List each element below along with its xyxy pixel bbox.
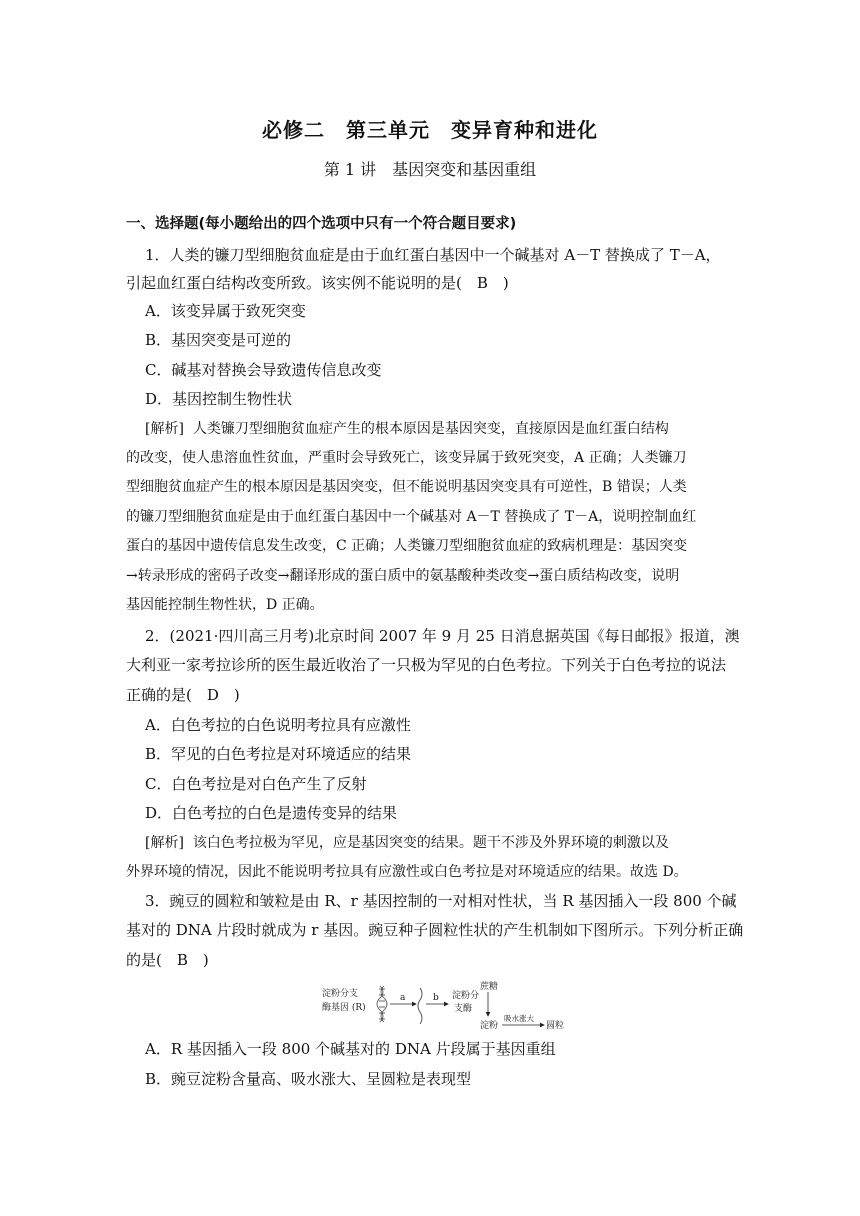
q3-stem-line3: 的是( B ) bbox=[126, 951, 209, 969]
arrow-a-label: a bbox=[400, 993, 406, 1003]
mrna-icon bbox=[418, 988, 422, 1024]
q2-option-b: B．罕见的白色考拉是对环境适应的结果 bbox=[145, 745, 412, 763]
q1-analysis-line6: →转录形成的密码子改变→翻译形成的蛋白质中的氨基酸种类改变→蛋白质结构改变，说明 bbox=[126, 568, 680, 584]
q2-analysis-line2: 外界环境的情况，因此不能说明考拉具有应激性或白色考拉是对环境适应的结果。故选 D。 bbox=[126, 864, 688, 880]
q2-analysis-line1 bbox=[145, 833, 669, 853]
q1-analysis-line1 bbox=[145, 419, 669, 439]
q2-analysis-tag: [解析] bbox=[145, 835, 184, 851]
gene-label-line1: 淀粉分支 bbox=[322, 989, 359, 999]
swelling-label: 吸水涨大 bbox=[504, 1014, 534, 1023]
q1-option-a: A．该变异属于致死突变 bbox=[145, 302, 306, 320]
q2-analysis-text-1: 该白色考拉极为罕见，应是基因突变的结果。题干不涉及外界环境的刺激以及 bbox=[192, 835, 669, 851]
q1-analysis-text-1: 人类镰刀型细胞贫血症产生的根本原因是基因突变，直接原因是血红蛋白结构 bbox=[192, 421, 669, 437]
q1-stem-line1: 1．人类的镰刀型细胞贫血症是由于血红蛋白基因中一个碱基对 A－T 替换成了 T－A， bbox=[145, 246, 721, 264]
q3-option-b: B．豌豆淀粉含量高、吸水涨大、呈圆粒是表现型 bbox=[145, 1070, 472, 1088]
q2-stem-line3: 正确的是( D ) bbox=[126, 686, 240, 704]
q1-option-d: D．基因控制生物性状 bbox=[145, 390, 293, 408]
dna-helix-icon bbox=[377, 986, 387, 1022]
q2-option-c: C．白色考拉是对白色产生了反射 bbox=[145, 775, 367, 793]
q2-option-a: A．白色考拉的白色说明考拉具有应激性 bbox=[145, 716, 411, 734]
sucrose-label: 蔗糖 bbox=[480, 982, 499, 992]
q2-stem-line2: 大利亚一家考拉诊所的医生最近收治了一只极为罕见的白色考拉。下列关于白色考拉的说法 bbox=[126, 656, 727, 674]
q1-analysis-line4: 的镰刀型细胞贫血症是由于血红蛋白基因中一个碱基对 A－T 替换成了 T－A，说明控制血红 bbox=[126, 509, 697, 525]
q1-analysis-line3: 型细胞贫血症产生的根本原因是基因突变，但不能说明基因突变具有可逆性，B 错误；人类 bbox=[126, 479, 687, 495]
q1-analysis-line7: 基因能控制生物性状，D 正确。 bbox=[126, 597, 324, 613]
q1-option-c: C．碱基对替换会导致遗传信息改变 bbox=[145, 361, 382, 379]
q3-stem-line2: 基对的 DNA 片段时就成为 r 基因。豌豆种子圆粒性状的产生机制如下图所示。下列分析正确 bbox=[126, 921, 744, 939]
q1-stem-line2: 引起血红蛋白结构改变所致。该实例不能说明的是( B ) bbox=[126, 274, 509, 292]
q1-option-b: B．基因突变是可逆的 bbox=[145, 331, 292, 349]
mechanism-diagram bbox=[320, 980, 570, 1034]
enzyme-label-line2: 支酶 bbox=[454, 1004, 473, 1014]
page-title: 必修二 第三单元 变异育种和进化 bbox=[262, 118, 598, 142]
q2-option-d: D．白色考拉的白色是遗传变异的结果 bbox=[145, 804, 398, 822]
arrow-b-label: b bbox=[433, 993, 439, 1003]
lesson-subtitle: 第 1 讲 基因突变和基因重组 bbox=[323, 160, 537, 179]
q3-stem-line1: 3．豌豆的圆粒和皱粒是由 R、r 基因控制的一对相对性状，当 R 基因插入一段 800 个碱 bbox=[145, 892, 737, 910]
q3-option-a: A．R 基因插入一段 800 个碱基对的 DNA 片段属于基因重组 bbox=[145, 1040, 556, 1058]
gene-label-line2: 酶基因 (R) bbox=[322, 1003, 366, 1013]
q2-stem-line1: 2．(2021·四川高三月考)北京时间 2007 年 9 月 25 日消息据英国《每日邮报》报道，澳 bbox=[145, 627, 740, 645]
q1-analysis-line2: 的改变，使人患溶血性贫血，严重时会导致死亡，该变异属于致死突变，A 正确；人类镰刀 bbox=[126, 450, 687, 466]
q1-analysis-line5: 蛋白的基因中遗传信息发生改变，C 正确；人类镰刀型细胞贫血症的致病机理是：基因突变 bbox=[126, 538, 688, 554]
round-seed-label: 圆粒 bbox=[546, 1021, 565, 1031]
section-heading: 一、选择题(每小题给出的四个选项中只有一个符合题目要求) bbox=[126, 216, 517, 232]
enzyme-label-line1: 淀粉分 bbox=[452, 991, 480, 1001]
q1-analysis-tag: [解析] bbox=[145, 421, 184, 437]
starch-label: 淀粉 bbox=[480, 1021, 499, 1031]
